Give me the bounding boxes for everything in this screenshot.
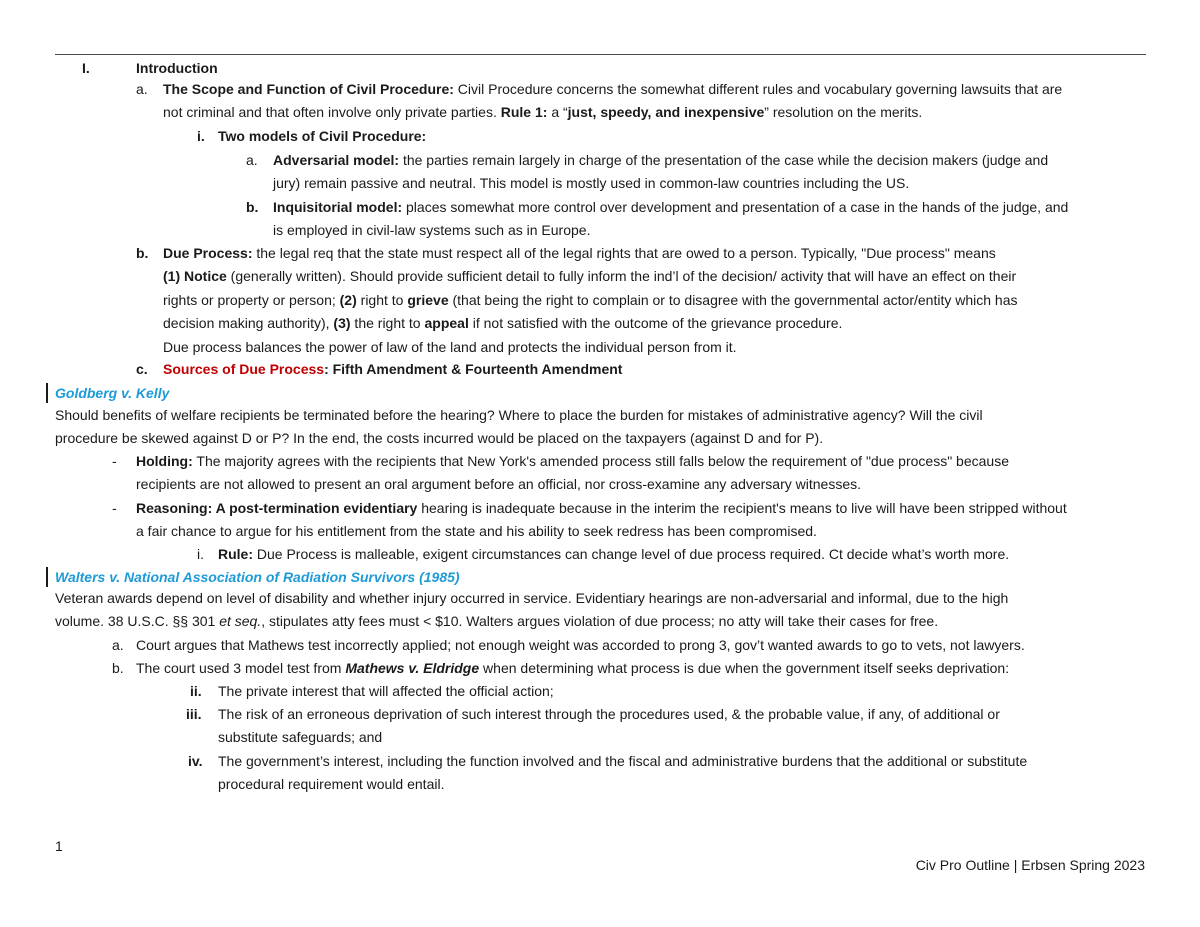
due-process-line-4: decision making authority), (3) the right to appeal if not satisfied with the outcome of the grievance procedure. bbox=[163, 315, 843, 331]
rule-label: Rule: bbox=[218, 546, 253, 562]
rule-marker: i. bbox=[197, 546, 204, 562]
two-models-heading: Two models of Civil Procedure: bbox=[218, 128, 427, 144]
sources-line: Sources of Due Process: Fifth Amendment & Fourteenth Amendment bbox=[163, 361, 623, 377]
due-process-line-1: Due Process: the legal req that the state must respect all of the legal rights that are owed to a person. Typically, "Due process" means bbox=[163, 245, 996, 261]
reasoning-line-1: Reasoning: A post-termination evidentiary hearing is inadequate because in the interim the recipient's means to live will have been stripped without bbox=[136, 500, 1067, 516]
walters-a-text: Court argues that Mathews test incorrectly applied; not enough weight was accorded to prong 3, gov’t wanted awards to go to vets, not lawyers. bbox=[136, 637, 1025, 653]
prong-ii-marker: ii. bbox=[190, 683, 202, 699]
inquisitorial-marker: b. bbox=[246, 199, 259, 215]
walters-paragraph-line-1: Veteran awards depend on level of disability and whether injury occurred in service. Evidentiary hearings are non-adversarial and informal, due to the high bbox=[55, 590, 1009, 606]
due-process-line-3: rights or property or person; (2) right to grieve (that being the right to complain or to disagree with the governmental actor/entity which has bbox=[163, 292, 1018, 308]
header-rule bbox=[55, 54, 1146, 55]
prong-iii-line-1: The risk of an erroneous deprivation of such interest through the procedures used, & the probable value, if any, of additional or bbox=[218, 706, 1000, 722]
due-process-line-5: Due process balances the power of law of the land and protects the individual person from it. bbox=[163, 339, 737, 355]
inquisitorial-line-1: Inquisitorial model: places somewhat more control over development and presentation of a case in the hands of the judge, and bbox=[273, 199, 1069, 215]
grieve-label: grieve bbox=[407, 292, 449, 308]
walters-b-text: The court used 3 model test from Mathews v. Eldridge when determining what process is due when the government itself seeks deprivation: bbox=[136, 660, 1010, 676]
adversarial-line-1: Adversarial model: the parties remain largely in charge of the presentation of the case while the decision makers (judge and bbox=[273, 152, 1049, 168]
mathews-case-name: Mathews v. Eldridge bbox=[345, 660, 480, 676]
due-process-heading: Due Process: bbox=[163, 245, 253, 261]
section-title: Introduction bbox=[136, 60, 218, 76]
rule-1-label: Rule 1: bbox=[500, 104, 548, 120]
due-process-line-2: (1) Notice (generally written). Should provide sufficient detail to fully inform the ind’l of the decision/ activity that will have an effect on their bbox=[163, 268, 1017, 284]
page-number: 1 bbox=[55, 838, 63, 854]
case-marker-bar bbox=[46, 567, 48, 587]
rule-1-quote: just, speedy, and inexpensive bbox=[567, 104, 765, 120]
item-b-marker: b. bbox=[136, 245, 149, 261]
walters-title: Walters v. National Association of Radiation Survivors (1985) bbox=[55, 569, 460, 585]
adversarial-heading: Adversarial model: bbox=[273, 152, 400, 168]
holding-label: Holding: bbox=[136, 453, 193, 469]
prong-iv-line-2: procedural requirement would entail. bbox=[218, 776, 445, 792]
appeal-label: appeal bbox=[424, 315, 469, 331]
walters-paragraph-line-2: volume. 38 U.S.C. §§ 301 et seq., stipulates atty fees must < $10. Walters argues violation of due process; no atty will take their cases for free. bbox=[55, 613, 939, 629]
et-seq: et seq. bbox=[219, 613, 262, 629]
item-a-marker: a. bbox=[136, 81, 148, 97]
prong-iii-marker: iii. bbox=[186, 706, 202, 722]
prong-iv-marker: iv. bbox=[188, 753, 203, 769]
item-i-marker: i. bbox=[197, 128, 205, 144]
section-number: I. bbox=[82, 60, 90, 76]
sources-heading: Sources of Due Process bbox=[163, 361, 325, 377]
holding-line-2: recipients are not allowed to present an oral argument before an official, nor cross-examine any adversary witnesses. bbox=[136, 476, 862, 492]
scope-paragraph-line-2: not criminal and that often involve only private parties. Rule 1: a “just, speedy, and inexpensive” resolution on the merits. bbox=[163, 104, 923, 120]
reasoning-label: Reasoning: A post-termination evidentiary bbox=[136, 500, 418, 516]
scope-heading: The Scope and Function of Civil Procedure: bbox=[163, 81, 454, 97]
adversarial-line-2: jury) remain passive and neutral. This model is mostly used in common-law countries including the US. bbox=[273, 175, 910, 191]
holding-dash: - bbox=[112, 453, 117, 469]
scope-paragraph-line-1: The Scope and Function of Civil Procedure: Civil Procedure concerns the somewhat different rules and vocabulary governing lawsuits that are bbox=[163, 81, 1063, 97]
adversarial-marker: a. bbox=[246, 152, 258, 168]
prong-iii-line-2: substitute safeguards; and bbox=[218, 729, 383, 745]
inquisitorial-heading: Inquisitorial model: bbox=[273, 199, 403, 215]
goldberg-paragraph-line-1: Should benefits of welfare recipients be terminated before the hearing? Where to place the burden for mistakes of administrative agency? Will the civil bbox=[55, 407, 983, 423]
goldberg-title: Goldberg v. Kelly bbox=[55, 385, 170, 401]
prong-ii-text: The private interest that will affected the official action; bbox=[218, 683, 554, 699]
reasoning-dash: - bbox=[112, 500, 117, 516]
item-c-marker: c. bbox=[136, 361, 148, 377]
case-marker-bar bbox=[46, 383, 48, 403]
rule-line: Rule: Due Process is malleable, exigent circumstances can change level of due process required. Ct decide what’s worth more. bbox=[218, 546, 1010, 562]
notice-label: (1) Notice bbox=[163, 268, 227, 284]
inquisitorial-line-2: is employed in civil-law systems such as in Europe. bbox=[273, 222, 591, 238]
goldberg-paragraph-line-2: procedure be skewed against D or P? In the end, the costs incurred would be placed on the taxpayers (against D and for P). bbox=[55, 430, 824, 446]
walters-a-marker: a. bbox=[112, 637, 124, 653]
prong-iv-line-1: The government’s interest, including the function involved and the fiscal and administrative burdens that the additional or substitute bbox=[218, 753, 1028, 769]
holding-line-1: Holding: The majority agrees with the recipients that New York's amended process still falls below the requirement of "due process" because bbox=[136, 453, 1009, 469]
walters-b-marker: b. bbox=[112, 660, 124, 676]
footer-title: Civ Pro Outline | Erbsen Spring 2023 bbox=[915, 857, 1145, 873]
reasoning-line-2: a fair chance to argue for his entitlement from the state and his ability to seek redress has been compromised. bbox=[136, 523, 817, 539]
